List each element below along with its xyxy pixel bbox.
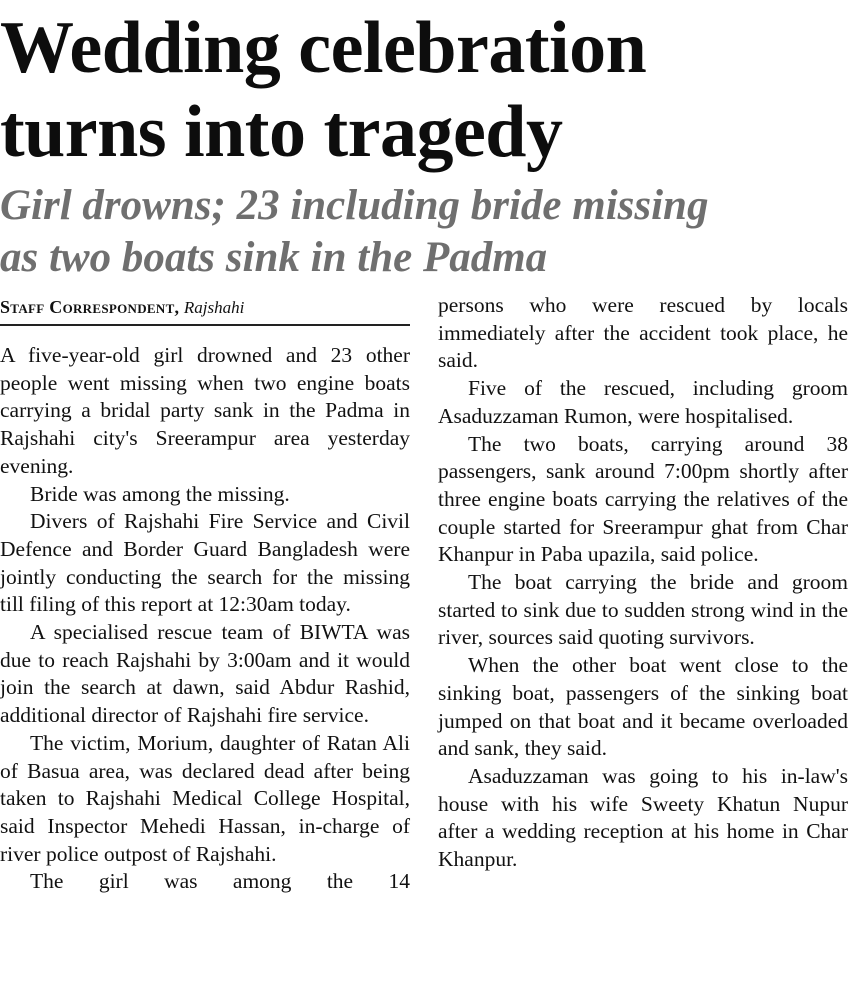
paragraph: When the other boat went close to the sinking boat, passengers of the sinking boat jumped on that boat and it became overloaded and sank, they said. xyxy=(438,653,848,761)
subheadline xyxy=(0,180,848,284)
headline-line-1: Wedding celebration xyxy=(0,7,647,89)
paragraph: persons who were rescued by locals immediately after the accident took place, he said. xyxy=(438,293,848,373)
paragraph: Divers of Rajshahi Fire Service and Civil Defence and Border Guard Bangladesh were jointly conducting the search for the missing till filing of this report at 12:30am today. xyxy=(0,509,410,617)
article-column-1 xyxy=(0,342,410,896)
paragraph: The girl was among the 14 xyxy=(30,869,410,894)
article-column-2 xyxy=(438,292,848,874)
subheadline-line-1: Girl drowns; 23 including bride missing xyxy=(0,182,709,229)
headline xyxy=(0,6,848,174)
paragraph: Bride was among the missing. xyxy=(30,481,290,506)
paragraph: A specialised rescue team of BIWTA was due to reach Rajshahi by 3:00am and it would join the search at dawn, said Abdur Rashid, additional director of Rajshahi fire service. xyxy=(0,620,410,728)
byline-author: Staff Correspondent, xyxy=(0,297,180,317)
subheadline-line-2: as two boats sink in the Padma xyxy=(0,234,548,281)
paragraph: The victim, Morium, daughter of Ratan Ali of Basua area, was declared dead after being taken to Rajshahi Medical College Hospital, said Inspector Mehedi Hassan, in-charge of river police outpost of Rajshahi. xyxy=(0,730,410,866)
paragraph: A five-year-old girl drowned and 23 other people went missing when two engine boats carrying a bridal party sank in the Padma in Rajshahi city's Sreerampur area yesterday evening. xyxy=(0,343,410,478)
paragraph: Five of the rescued, including groom Asaduzzaman Rumon, were hospitalised. xyxy=(438,376,848,428)
paragraph: Asaduzzaman was going to his in-law's house with his wife Sweety Khatun Nupur after a wedding reception at his home in Char Khanpur. xyxy=(438,763,848,872)
paragraph: The two boats, carrying around 38 passengers, sank around 7:00pm shortly after three engine boats carrying the relatives of the couple started for Sreerampur ghat from Char Khanpur in Paba upazila, said police. xyxy=(438,431,848,567)
paragraph: The boat carrying the bride and groom started to sink due to sudden strong wind in the river, sources said quoting survivors. xyxy=(438,570,848,650)
byline-location: Rajshahi xyxy=(183,298,245,317)
byline xyxy=(0,294,410,326)
headline-line-2: turns into tragedy xyxy=(0,91,563,173)
